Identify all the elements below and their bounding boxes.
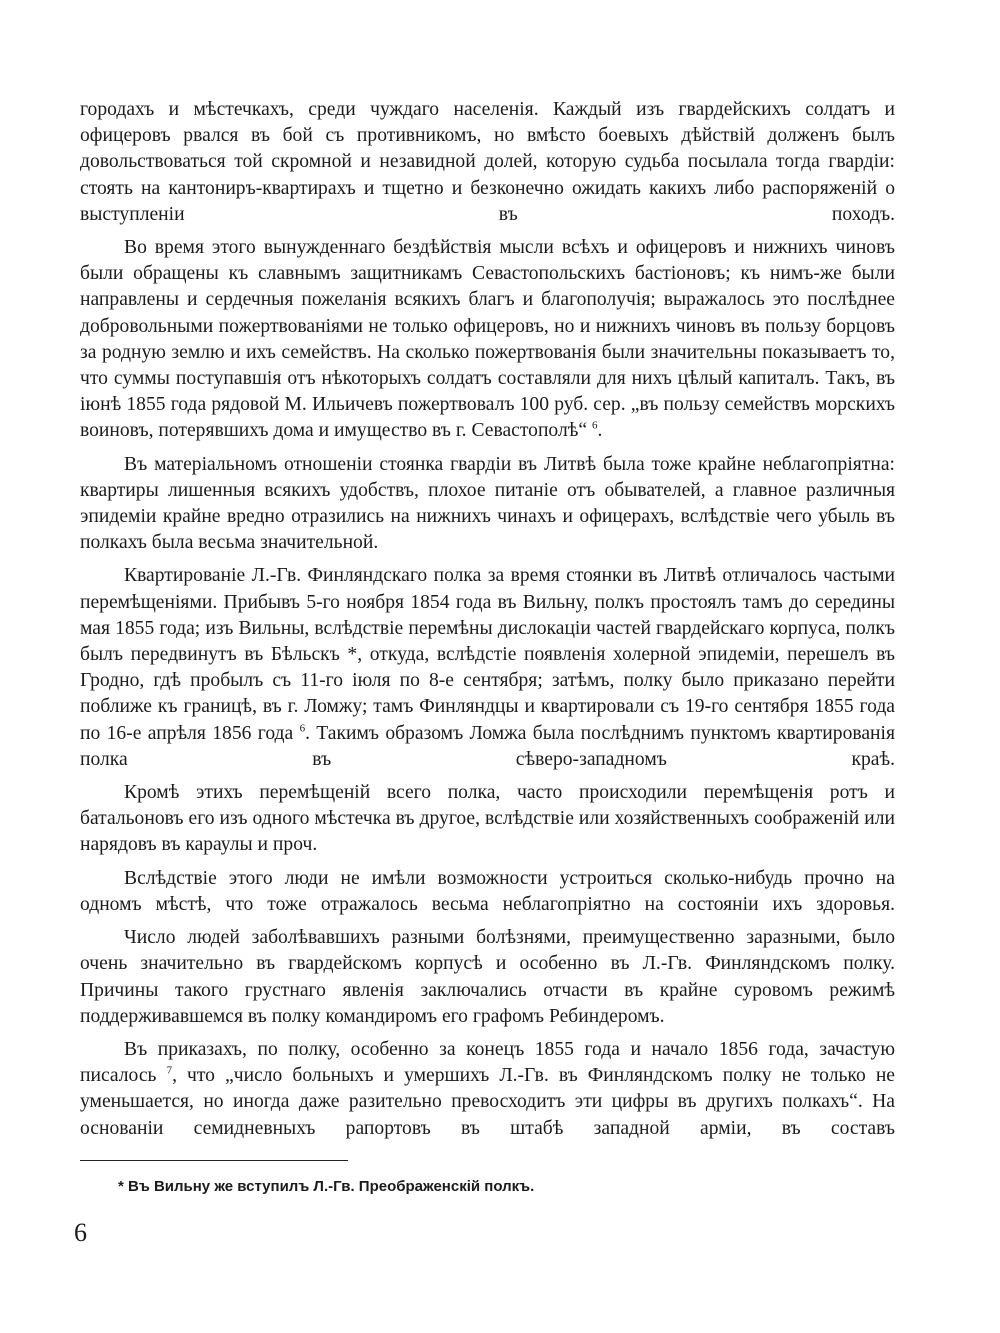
paragraph-5 — [80, 780, 895, 859]
note-reference: 6 — [592, 419, 598, 432]
paragraph-text: Въ приказахъ, по полку, особенно за конецъ 1855 года и начало 1856 года, зачастую писалось — [80, 1038, 895, 1087]
footnote: * Въ Вильну же вступилъ Л.-Гв. Преображенскій полкъ. — [118, 1178, 535, 1195]
paragraph-text: Въ матеріальномъ отношеніи стоянка гвардіи въ Литвѣ была тоже крайне неблагопріятна: квартиры лишенныя всякихъ удобствъ, плохое питаніе отъ обывателей, а главное различныя эпидеміи крайне вредно отразились на нижнихъ чинахъ и офицерахъ, вслѣдствіе чего убыль въ полкахъ была весьма значительной. — [80, 453, 895, 554]
paragraph-text: Квартированіе Л.-Гв. Финляндскаго полка за время стоянки въ Литвѣ отличалось частыми перемѣщеніями. Прибывъ 5-го ноября 1854 года въ Вильну, полкъ простоялъ тамъ до середины мая 1855 года; изъ Вильны, вслѣдствіе перемѣны дислокаціи частей гвардейскаго корпуса, полкъ былъ передвинутъ въ Бѣльскъ *, откуда, вслѣдстіе появленія холерной эпидеміи, перешелъ въ Гродно, гдѣ пробылъ съ 11-го іюля по 8-е сентября; затѣмъ, полку было приказано перейти поближе къ границѣ, въ г. Ломжу; тамъ Финляндцы и квартировали съ 19-го сентября 1855 года по 16-е апрѣля 1856 года — [80, 565, 895, 744]
paragraph-8 — [80, 1037, 895, 1142]
paragraph-text: городахъ и мѣстечкахъ, среди чуждаго населенія. Каждый изъ гвардейскихъ солдатъ и офицеровъ рвался въ бой съ противникомъ, но вмѣсто боевыхъ дѣйствій долженъ былъ довольствоваться той скромной и незавидной долей, которую судьба посылала тогда гвардіи: стоять на кантониръ-квартирахъ и тщетно и безконечно ожидать какихъ либо распоряженій о выступленіи въ походъ. — [80, 99, 895, 225]
paragraph-text: Во время этого вынужденнаго бездѣйствія мысли всѣхъ и офицеровъ и нижнихъ чиновъ были обращены къ славнымъ защитникамъ Севастопольскихъ бастіоновъ; къ нимъ-же были направлены и сердечныя пожеланія всякихъ благъ и благополучія; выражалось это послѣднее добровольными пожертвованіями не только офицеровъ, но и нижнихъ чиновъ въ пользу борцовъ за родную землю и ихъ семействъ. На сколько пожертвованія были значительны показываетъ то, что суммы поступавшія отъ нѣкоторыхъ солдатъ составляли для нихъ цѣлый капиталъ. Такъ, въ іюнѣ 1855 года рядовой М. Ильичевъ пожертвовалъ 100 руб. сер. „въ пользу семействъ морскихъ воиновъ, потерявшихъ дома и имущество въ г. Севастополѣ“ — [80, 237, 895, 442]
paragraph-tail: , что „число больныхъ и умершихъ Л.-Гв. въ Финляндскомъ полку не только не уменьшается, но иногда даже разительно превосходитъ эти цифры въ другихъ полкахъ“. На основаніи семидневныхъ рапортовъ въ штабѣ западной арміи, въ составъ — [80, 1065, 896, 1139]
paragraph-text: Кромѣ этихъ перемѣщеній всего полка, часто происходили перемѣщенія ротъ и батальоновъ его изъ одного мѣстечка въ другое, вслѣдствіе или хозяйственныхъ соображеній или нарядовъ въ караулы и проч. — [80, 782, 895, 856]
body-text — [80, 97, 895, 1149]
paragraph-text: Вслѣдствіе этого люди не имѣли возможности устроиться сколько-нибудь прочно на одномъ мѣстѣ, что тоже отражалось весьма неблагопріятно на состояніи ихъ здоровья. — [80, 867, 895, 915]
paragraph-1 — [80, 97, 895, 228]
note-reference: 7 — [166, 1064, 173, 1077]
paragraph-6 — [80, 866, 895, 918]
footnote-divider — [80, 1160, 348, 1161]
paragraph-tail: . Такимъ образомъ Ломжа была послѣднимъ пунктомъ квартированія полка въ сѣверо-западномъ краѣ. — [80, 722, 896, 770]
paragraph-2: Во время этого вынужденнаго бездѣйствія мысли всѣхъ и офицеровъ и нижнихъ чиновъ были обращены къ славнымъ защитникамъ Севастопольскихъ бастіоновъ; къ нимъ-же были направлены и сердечныя пожеланія всякихъ благъ и благополучія; выражалось это послѣднее добровольными пожертвованіями не только офицеровъ, но и нижнихъ чиновъ въ пользу борцовъ за родную землю и ихъ семействъ. На сколько пожертвованія были значительны показываетъ то, что суммы поступавшія отъ нѣкоторыхъ солдатъ составляли для нихъ цѣлый капиталъ. Такъ, въ іюнѣ 1855 года рядовой М. Ильичевъ пожертвовалъ 100 руб. сер. „въ пользу семействъ морскихъ воиновъ, потерявшихъ дома и имущество въ г. Севастополѣ“ $^6$. — [80, 237, 895, 442]
paragraph-7 — [80, 925, 895, 1030]
page-number: 6 — [74, 1218, 87, 1247]
note-reference: 6 — [299, 722, 306, 735]
paragraph-3 — [80, 452, 895, 557]
paragraph-4 — [80, 563, 895, 773]
paragraph-text: Число людей заболѣвавшихъ разными болѣзнями, преимущественно заразными, было очень значительно въ гвардейскомъ корпусѣ и особенно въ Л.-Гв. Финляндскомъ полку. Причины такого грустнаго явленія заключались отчасти въ крайне суровомъ режимѣ поддерживавшемся въ полку командиромъ его графомъ Ребиндеромъ. — [80, 927, 895, 1027]
